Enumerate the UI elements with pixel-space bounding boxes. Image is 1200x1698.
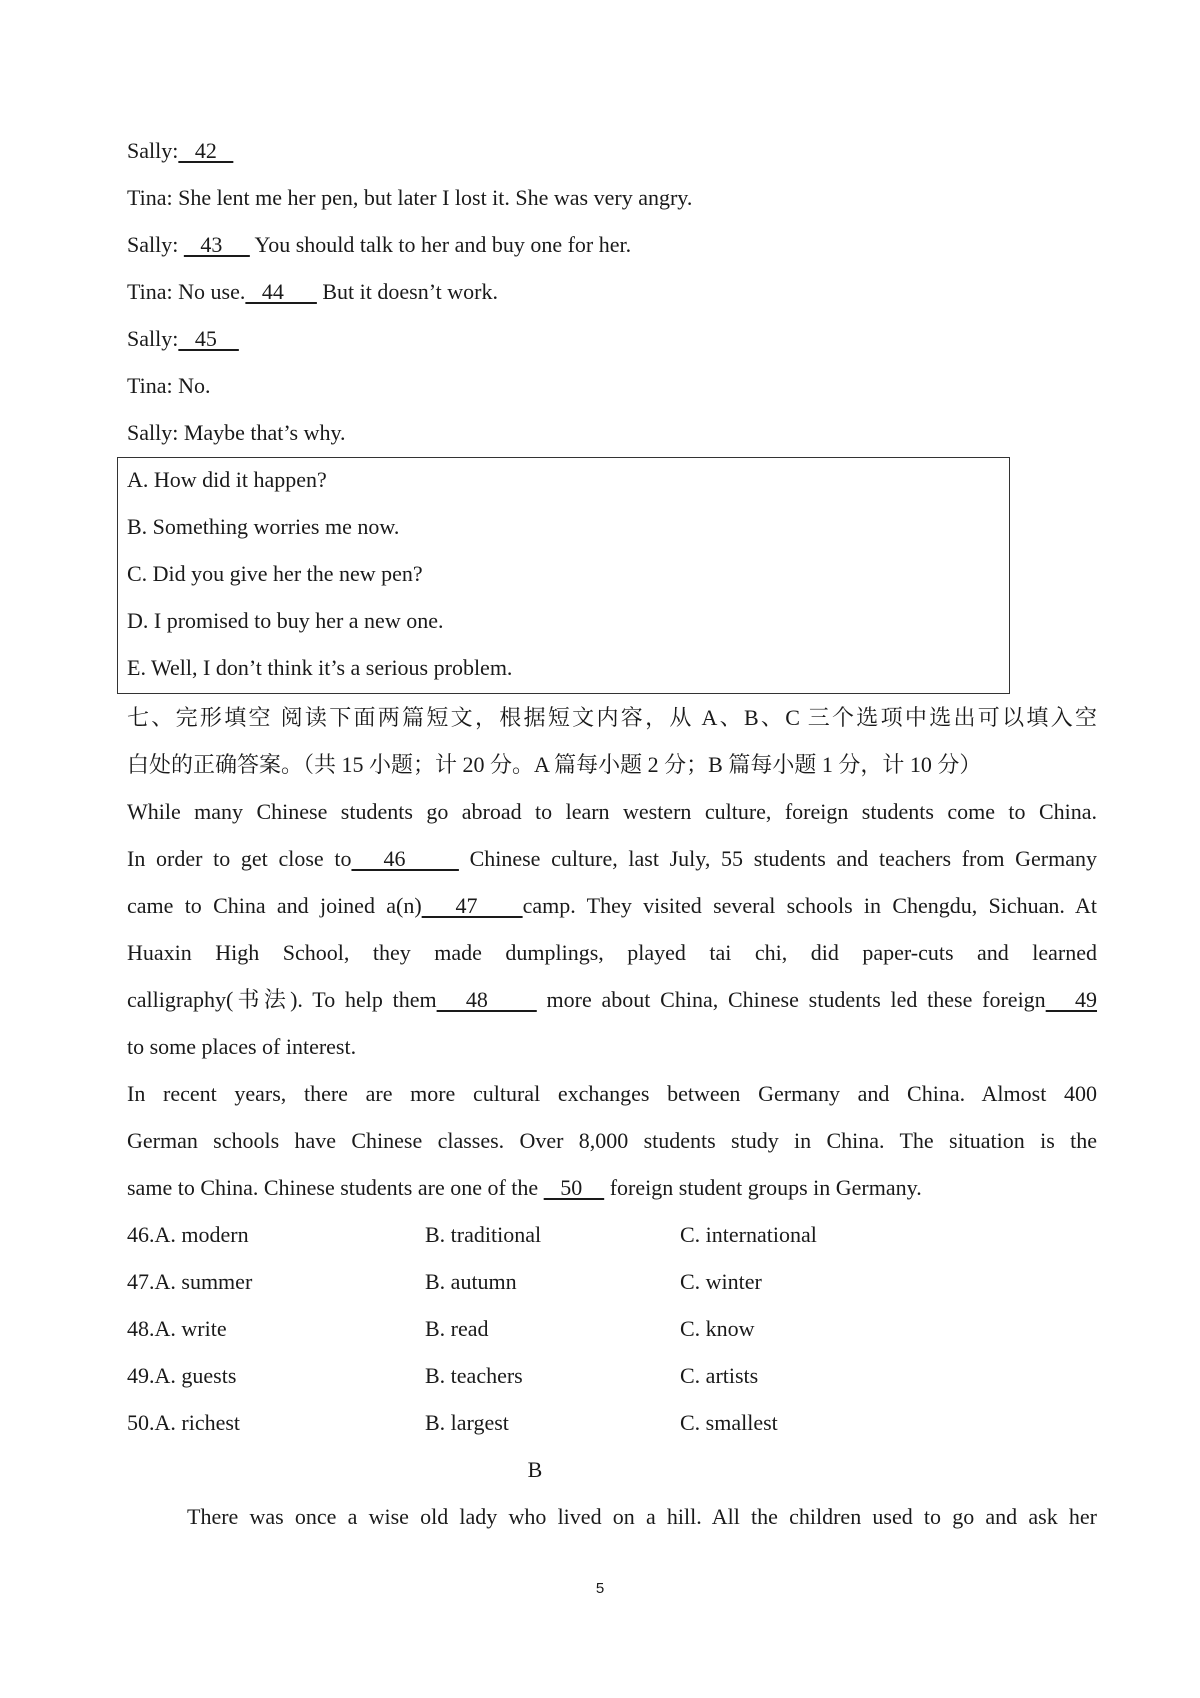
passage-a-line: While many Chinese students go abroad to learn western culture, foreign students come to China. [127,799,1097,824]
dialogue-text: You should talk to her and buy one for her. [249,232,632,257]
speaker-text: Sally: [127,326,179,351]
option-d: D. I promised to buy her a new one. [127,608,444,633]
section-7-instruction-cont: 白处的正确答案。（共 15 小题；计 20 分。A 篇每小题 2 分；B 篇每小题 1 分，计 10 分） [127,752,982,777]
blank-50: 50 [543,1175,605,1200]
question-47-option-a: 47.A. summer [127,1269,253,1294]
blank-42: 42 [178,138,234,163]
question-49-option-b: B. teachers [425,1363,523,1388]
page-number: 5 [595,1580,605,1597]
dialogue-line [127,230,1097,260]
question-49-option-a: 49.A. guests [127,1363,237,1388]
question-48-option-b: B. read [425,1316,489,1341]
dialogue-line [127,183,1097,213]
passage-text: In order to get close to [127,846,352,871]
blank-46: 46 [351,846,459,871]
passage-a-line [127,891,1097,921]
speaker-text: Sally: [127,138,179,163]
passage-a-line: In recent years, there are more cultural exchanges between Germany and China. Almost 400 [127,1081,1097,1106]
option-e: E. Well, I don’t think it’s a serious problem. [127,655,513,680]
section-7-instruction: 七、完形填空 阅读下面两篇短文，根据短文内容，从 A、B、C 三个选项中选出可以填入空 [127,705,1097,730]
passage-a-line: German schools have Chinese classes. Over 8,000 students study in China. The situation is the [127,1128,1097,1153]
option-a: A. How did it happen? [127,467,327,492]
passage-text: same to China. Chinese students are one of the [127,1175,544,1200]
question-46-option-a: 46.A. modern [127,1222,249,1247]
passage-b-heading: B [527,1457,543,1482]
speaker-text: Tina: No. [127,373,211,398]
speaker-text: Sally: [127,232,184,257]
question-50-option-c: C. smallest [680,1410,778,1435]
blank-43: 43 [183,232,250,257]
passage-text: more about China, Chinese students led these foreign [536,987,1046,1012]
question-47-option-c: C. winter [680,1269,762,1294]
option-c: C. Did you give her the new pen? [127,561,423,586]
speaker-text: Tina: She lent me her pen, but later I lost it. She was very angry. [127,185,693,210]
question-50-option-a: 50.A. richest [127,1410,241,1435]
blank-45: 45 [178,326,239,351]
passage-text: Chinese culture, last July, 55 students and teachers from Germany [458,846,1097,871]
blank-44: 44 [245,279,317,304]
dialogue-line [127,324,1097,354]
dialogue-line [127,371,1097,401]
passage-text: foreign student groups in Germany. [604,1175,922,1200]
question-46-option-c: C. international [680,1222,817,1247]
passage-a-line: to some places of interest. [127,1034,357,1059]
question-47-option-b: B. autumn [425,1269,517,1294]
option-b: B. Something worries me now. [127,514,400,539]
question-48-option-c: C. know [680,1316,755,1341]
passage-a-line [127,844,1097,874]
blank-47: 47 [421,893,523,918]
question-50-option-b: B. largest [425,1410,509,1435]
question-46-option-b: B. traditional [425,1222,542,1247]
passage-a-line: Huaxin High School, they made dumplings, played tai chi, did paper-cuts and learned [127,940,1097,965]
speaker-text: Sally: Maybe that’s why. [127,420,346,445]
dialogue-line [127,418,1097,448]
passage-a-line [127,985,1097,1015]
passage-text: calligraphy(书法). To help them [127,987,437,1012]
passage-text: camp. They visited several schools in Chengdu, Sichuan. At [522,893,1097,918]
blank-49: 49 [1045,987,1098,1012]
passage-a-line [127,1173,1097,1203]
speaker-text: Tina: No use. [127,279,246,304]
question-49-option-c: C. artists [680,1363,759,1388]
dialogue-line [127,277,1097,307]
passage-b-line: There was once a wise old lady who lived on a hill. All the children used to go and ask her [187,1504,1097,1529]
dialogue-line [127,136,1097,166]
blank-48: 48 [436,987,537,1012]
dialogue-text: But it doesn’t work. [316,279,498,304]
question-48-option-a: 48.A. write [127,1316,227,1341]
passage-text: came to China and joined a(n) [127,893,422,918]
